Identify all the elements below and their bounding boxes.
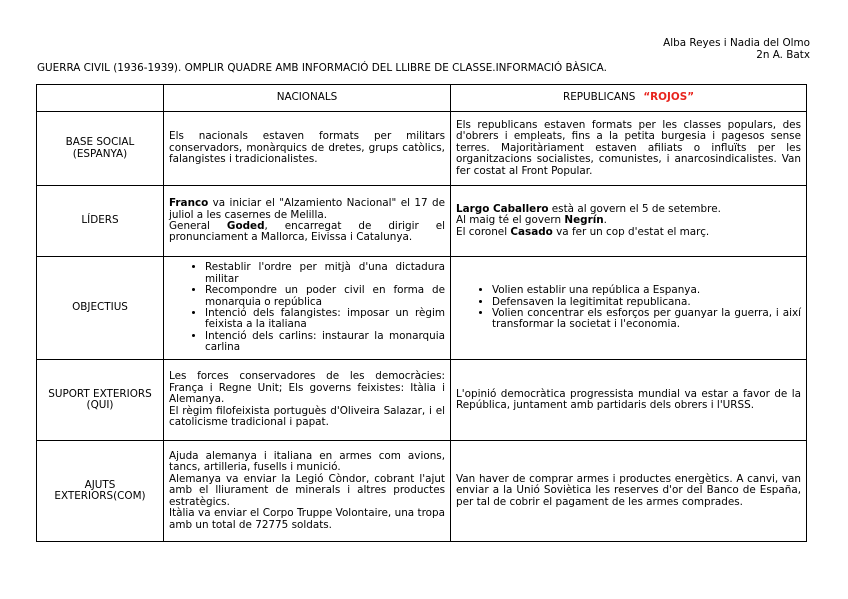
cell-base-nacionals: Els nacionals estaven formats per militars conservadors, monàrquics de dretes, grups catòlics, falangistes i tradicionalistes. [164, 112, 451, 186]
list-item: • Intenció dels falangistes: imposar un règim feixista a la italiana [205, 308, 445, 331]
list-item: • Recompondre un poder civil en forma de monarquia o república [205, 285, 445, 308]
text-line [169, 221, 445, 244]
table-row-base-social [37, 112, 807, 186]
course-label: 2n A. Batx [756, 49, 810, 62]
text-span: està al govern el 5 de setembre. [548, 202, 721, 215]
text-line [169, 198, 445, 221]
header-empty-cell [37, 85, 164, 112]
author-block [663, 37, 810, 62]
text-span: . [603, 214, 607, 227]
list-item: • Intenció dels carlins: instaurar la monarquia carlina [205, 331, 445, 354]
objectius-nacionals-list [169, 262, 445, 353]
cell-ajuts-republicans: Van haver de comprar armes i productes energètics. A canvi, van enviar a la Unió Soviètica les reserves d'or del Banco de España, per tal de cobrir el pagament de les armes comprades. [451, 441, 807, 542]
text-line: Les forces conservadores de les democràcies: França i Regne Unit; Els governs feixistes: Itàlia i Alemanya. [169, 370, 445, 406]
list-item: • Volien concentrar els esforços per guanyar la guerra, i així transformar la societat i l'economia. [492, 308, 801, 331]
cell-ajuts-nacionals [164, 441, 451, 542]
list-item: • Restablir l'ordre per mitjà d'una dictadura militar [205, 262, 445, 285]
cell-objectius-nacionals [164, 257, 451, 360]
list-item: • Volien establir una república a Espanya. [492, 285, 801, 296]
list-item: • Defensaven la legitimitat republicana. [492, 297, 801, 308]
table-row-liders [37, 186, 807, 257]
row-label-ajuts: AJUTS EXTERIORS(COM) [37, 441, 164, 542]
header-nacionals: NACIONALS [164, 85, 451, 112]
header-republicans-label: REPUBLICANS [562, 91, 636, 104]
document-title: GUERRA CIVIL (1936-1939). OMPLIR QUADRE AMB INFORMACIÓ DEL LLIBRE DE CLASSE.INFORMACIÓ BÀSICA. [37, 62, 607, 74]
cell-suport-republicans: L'opinió democràtica progressista mundial va estar a favor de la República, juntament amb partidaris dels obrers i l'URSS. [451, 360, 807, 441]
text-span: va fer un cop d'estat el març. [552, 225, 710, 238]
header-row [37, 85, 807, 112]
text-line: El règim filofeixista portuguès d'Oliveira Salazar, i el catolicisme tradicional i papat. [169, 404, 445, 429]
leader-goded: Goded [226, 220, 265, 232]
text-line: Itàlia va enviar el Corpo Truppe Volontaire, una tropa amb un total de 72775 soldats. [169, 507, 445, 531]
text-line [456, 227, 801, 238]
leader-casado: Casado [510, 225, 553, 238]
cell-objectius-republicans [451, 257, 807, 360]
table-row-suport [37, 360, 807, 441]
text-span: El coronel [456, 225, 511, 238]
text-span: General [169, 220, 227, 232]
table-row-objectius [37, 257, 807, 360]
cell-base-republicans: Els republicans estaven formats per les classes populars, des d'obrers i empleats, fins a la petita burgesia i pagesos sense terres. Majoritàriament estaven afiliats o influïts per les organitzacions socialistes, comunistes, i anarcosindicalistes. Van fer costat al Front Popular. [451, 112, 807, 186]
text-line: Alemanya va enviar la Legió Còndor, cobrant l'ajut amb el lliurament de minerals i altres productes estratègics. [169, 472, 445, 508]
cell-liders-republicans [451, 186, 807, 257]
row-label-suport: SUPORT EXTERIORS (QUI) [37, 360, 164, 441]
row-label-objectius: OBJECTIUS [37, 257, 164, 360]
leader-franco: Franco [169, 197, 209, 210]
row-label-base-social: BASE SOCIAL (ESPANYA) [37, 112, 164, 186]
cell-suport-nacionals [164, 360, 451, 441]
text-span: , encarregat de dirigir el pronunciament a Mallorca, Eivissa i Catalunya. [169, 220, 445, 244]
author-names: Alba Reyes i Nadia del Olmo [663, 37, 810, 49]
text-span: va iniciar el "Alzamiento Nacional" el 17 de juliol a les casernes de Melilla. [169, 197, 445, 221]
objectius-republicans-list [456, 285, 801, 331]
cell-liders-nacionals [164, 186, 451, 257]
text-line: Ajuda alemanya i italiana en armes com avions, tancs, artilleria, fusells i munició. [169, 450, 445, 474]
table-row-ajuts [37, 441, 807, 542]
row-label-liders: LÍDERS [37, 186, 164, 257]
civil-war-table [36, 84, 807, 542]
leader-negrin: Negrín [564, 214, 604, 227]
header-republicans [451, 85, 807, 112]
leader-largo-caballero: Largo Caballero [456, 202, 549, 215]
text-span: Al maig té el govern [456, 214, 565, 227]
header-rojos-label: “ROJOS” [643, 91, 695, 104]
